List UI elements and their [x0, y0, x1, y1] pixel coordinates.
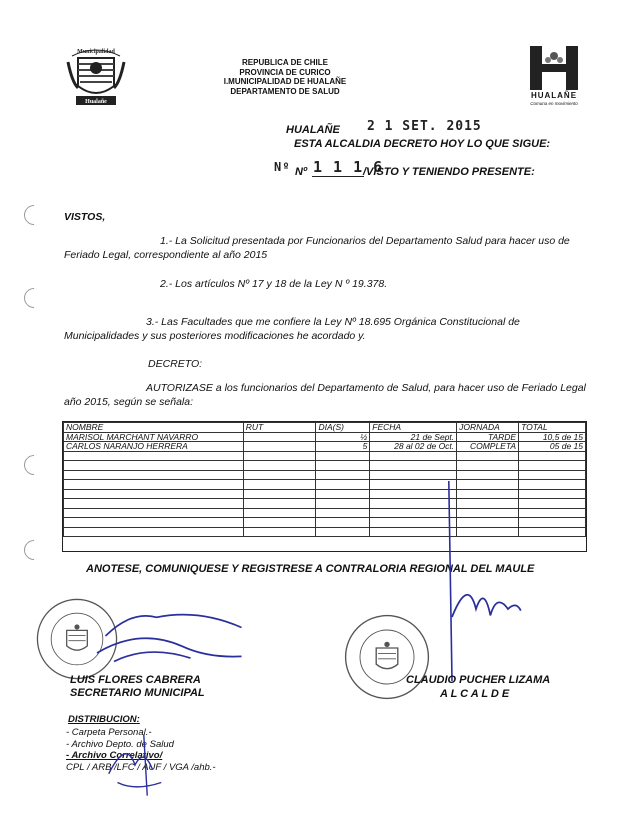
svg-text:Hualañe: Hualañe [85, 99, 107, 105]
column-header: RUT [243, 423, 316, 433]
number-prefix: Nº [295, 166, 307, 178]
column-header: FECHA [370, 423, 457, 433]
header-line: REPUBLICA DE CHILE [242, 58, 328, 67]
header-institution [200, 58, 370, 96]
decree-number-stamp: 1 1 1 6 [313, 158, 384, 176]
table-row [64, 442, 586, 452]
logo-name: HUALAÑE [530, 91, 578, 100]
header-line: PROVINCIA DE CURICO [239, 67, 331, 77]
cell-total: 10,5 de 15 [519, 432, 586, 442]
column-header: TOTAL [519, 423, 586, 433]
secretary-signature [80, 600, 250, 672]
cell-rut [243, 442, 316, 452]
paragraph-3: 3.- Las Facultades que me confiere la Ley Nº 18.695 Orgánica Constitucional de Municipalidades y sus posteriores modificaciones he acordado y. [64, 316, 520, 342]
number-underline [312, 176, 364, 177]
header-line: DEPARTAMENTO DE SALUD [230, 86, 340, 96]
svg-text:Municipalidad: Municipalidad [77, 49, 115, 55]
logo-tagline: Comuna en movimiento [530, 101, 578, 106]
mayor-signature [420, 470, 580, 700]
decreto-heading: DECRETO: [148, 358, 203, 370]
visto-heading: /VISTO Y TENIENDO PRESENTE: [363, 166, 535, 178]
mayor-name: CLAUDIO PUCHER LIZAMA [406, 674, 551, 686]
distribution-item: - Archivo Depto. de Salud [66, 738, 174, 750]
cell-total: 05 de 15 [519, 442, 586, 452]
distribution-title: DISTRIBUCION: [68, 714, 140, 725]
vistos-heading: VISTOS, [64, 211, 106, 223]
cell-date: 21 de Sept. [370, 432, 457, 442]
secretary-name: LUIS FLORES CABRERA [70, 674, 201, 686]
paragraph-1: 1.- La Solicitud presentada por Funcionarios del Departamento Salud para hacer uso de Feriado Legal, correspondiente al año 2015 [64, 235, 570, 261]
column-header: DIA(S) [316, 423, 370, 433]
punch-hole [20, 451, 48, 479]
table-row-empty [64, 451, 586, 461]
column-header: NOMBRE [64, 423, 244, 433]
distribution-initials [80, 730, 190, 800]
municipal-coat-of-arms [64, 42, 128, 108]
mayor-seal [342, 612, 432, 702]
punch-hole [20, 536, 48, 564]
column-header: JORNADA [457, 423, 519, 433]
mayor-title: A L C A L D E [440, 688, 510, 700]
secretary-title: SECRETARIO MUNICIPAL [70, 687, 205, 699]
cell-name: CARLOS NARANJO HERRERA [64, 442, 244, 452]
punch-hole [20, 284, 48, 312]
closing-statement: ANOTESE, COMUNIQUESE Y REGISTRESE A CONTRALORIA REGIONAL DEL MAULE [86, 563, 535, 575]
cell-days: ½ [316, 432, 370, 442]
decree-place: HUALAÑE [286, 124, 340, 136]
table-row [64, 432, 586, 442]
distribution-item: - Carpeta Personal.- [66, 727, 152, 738]
cell-shift: COMPLETA [457, 442, 519, 452]
paragraph-4: AUTORIZASE a los funcionarios del Departamento de Salud, para hacer uso de Feriado Legal año 2015, según se señala: [64, 382, 586, 408]
cell-days: 5 [316, 442, 370, 452]
date-stamp: 2 1 SET. 2015 [367, 119, 482, 134]
distribution-item: CPL / ARB /LFC / AUF / VGA /ahb.- [66, 761, 216, 773]
cell-rut [243, 432, 316, 442]
distribution-title-text: DISTRIBUCION [68, 714, 137, 725]
cell-shift: TARDE [457, 432, 519, 442]
punch-hole [20, 201, 48, 229]
header-line: I.MUNICIPALIDAD DE HUALAÑE [223, 77, 347, 86]
distribution-item: - Archivo Correlativo/ [66, 750, 163, 761]
decree-intro: ESTA ALCALDIA DECRETO HOY LO QUE SIGUE: [294, 138, 551, 150]
number-label-stamp: Nº [274, 160, 291, 174]
cell-date: 28 al 02 de Oct. [370, 442, 457, 452]
cell-name: MARISOL MARCHANT NAVARRO [64, 432, 244, 442]
table-header-row [64, 423, 586, 433]
table-row-empty [64, 461, 586, 471]
paragraph-2: 2.- Los artículos Nº 17 y 18 de la Ley N º 19.378. [160, 278, 388, 290]
